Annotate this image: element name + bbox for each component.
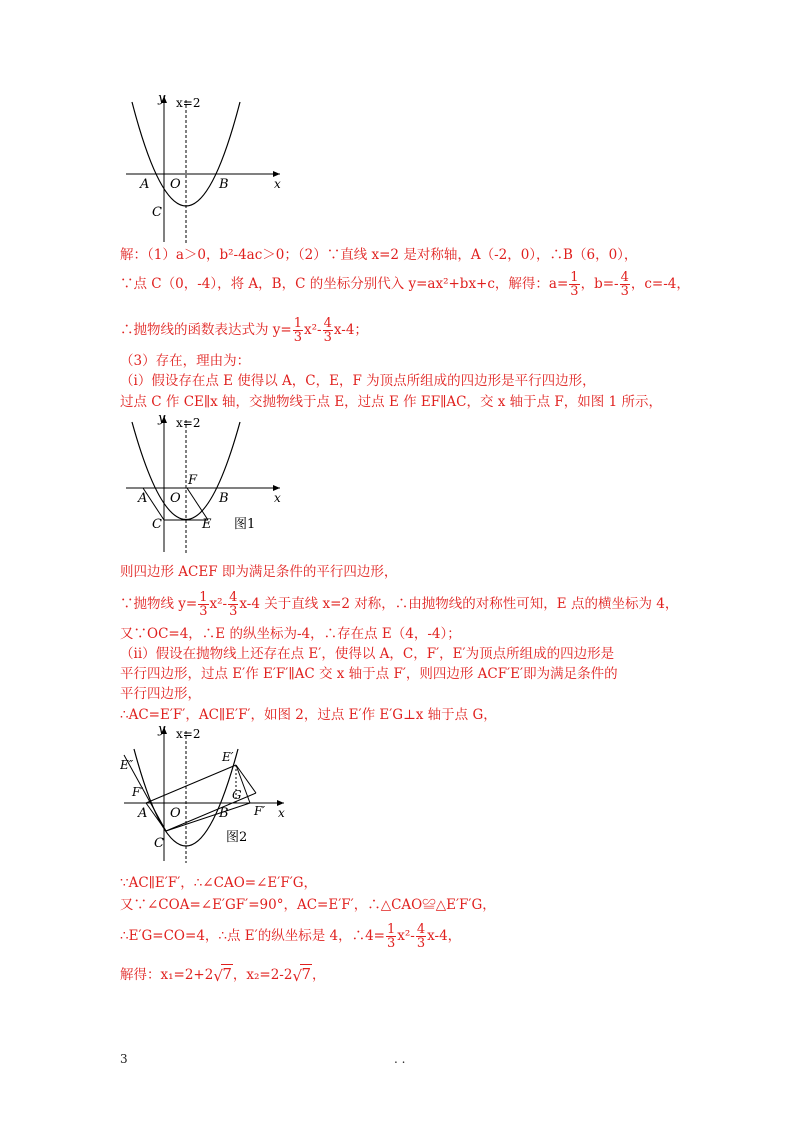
solution-line-9: 又∵OC=4，∴E 的纵坐标为-4，∴存在点 E（4，-4）； (120, 626, 461, 642)
y-axis-label: y (158, 92, 166, 106)
fraction-a: $\frac{1}{3}$ (199, 590, 208, 619)
point-b-label: B (219, 806, 229, 821)
sqrt-7: √ 7 (213, 965, 232, 985)
point-g-label: G (232, 788, 242, 802)
point-c-label: C (154, 836, 164, 851)
point-a-label: A (140, 177, 150, 192)
point-a-label: A (138, 806, 148, 821)
solution-line-11: 平行四边形，过点 E′作 E′F′∥AC 交 x 轴于点 F′，则四边形 ACF′E′即为满足条件的 (120, 666, 618, 682)
axis-line-label: x=2 (176, 96, 201, 110)
point-f-label: F (188, 473, 198, 488)
point-b-label: B (219, 491, 229, 506)
solution-line-13: ∴AC=E′F′，AC∥E′F′，如图 2，过点 E′作 E′G⊥x 轴于点 G， (120, 707, 497, 723)
point-b-label: B (219, 177, 229, 192)
fraction-a: $\frac{1}{3}$ (293, 316, 303, 345)
solution-line-5: （i）假设存在点 E 使得以 A，C，E，F 为顶点所组成的四边形是平行四边形， (120, 373, 596, 389)
point-f-prime-right-label: F′ (254, 804, 266, 818)
fraction-a: $\frac{1}{3}$ (570, 270, 579, 299)
point-f-prime-left-label: F′ (132, 785, 144, 799)
solution-line-3: ∴抛物线的函数表达式为 y= $\frac{1}{3}$ x²- $\frac{4}{3}$ x-4； (120, 316, 368, 345)
y-axis-label: y (158, 723, 166, 737)
fraction-b: $\frac{4}{3}$ (323, 316, 332, 345)
figure-2-caption: 图2 (226, 830, 248, 845)
fraction-b: $\frac{4}{3}$ (416, 922, 426, 951)
point-o-label: O (170, 491, 181, 506)
solution-line-6: 过点 C 作 CE∥x 轴，交抛物线于点 E，过点 E 作 EF∥AC，交 x 轴于点 F，如图 1 所示， (120, 394, 662, 410)
fraction-b: $\frac{4}{3}$ (620, 270, 629, 299)
x-axis-label: x (278, 806, 285, 820)
parabola-figure-1 (120, 412, 290, 554)
figure-1-caption: 图1 (234, 517, 256, 532)
solution-line-1: 解：（1）a＞0，b²-4ac＞0；（2）∵直线 x=2 是对称轴，A（-2，0），∴B（6，0）， (120, 247, 638, 263)
axis-line-label: x=2 (176, 416, 201, 430)
point-c-label: C (152, 517, 162, 532)
solution-line-10: （ii）假设在抛物线上还存在点 E′，使得以 A，C，F′，E′为顶点所组成的四边形是 (120, 646, 615, 662)
solution-line-7: 则四边形 ACEF 即为满足条件的平行四边形， (120, 564, 398, 580)
y-axis-label: y (158, 412, 166, 426)
x-axis-label: x (274, 491, 281, 505)
sqrt-7: √ 7 (292, 965, 311, 985)
x-axis-label: x (274, 177, 281, 191)
solution-line-12: 平行四边形， (120, 686, 201, 702)
point-c-label: C (152, 205, 162, 220)
solution-line-17: 解得：x₁=2+2 √ 7，x₂=2-2 √ 7， (120, 965, 326, 985)
point-e-double-prime-label: E″ (120, 758, 134, 772)
fraction-a: $\frac{1}{3}$ (386, 922, 396, 951)
footer-dots: . . (394, 1052, 406, 1066)
fraction-b: $\frac{4}{3}$ (229, 590, 238, 619)
point-e-prime-label: E′ (222, 750, 234, 764)
solution-line-15: 又∵∠COA=∠E′GF′=90°，AC=E′F′，∴△CAO≌△E′F′G， (120, 897, 496, 913)
page-number: 3 (120, 1052, 128, 1066)
axis-line-label: x=2 (176, 727, 201, 741)
solution-line-8: ∵抛物线 y= $\frac{1}{3}$ x²- $\frac{4}{3}$ x-4 关于直线 x=2 对称，∴由抛物线的对称性可知，E 点的横坐标为 4， (120, 590, 679, 619)
solution-line-4: （3）存在，理由为： (120, 353, 251, 369)
solution-line-14: ∵AC∥E′F′，∴∠CAO=∠E′F′G， (120, 875, 318, 891)
point-o-label: O (170, 806, 181, 821)
solution-line-2: ∵点 C（0，-4），将 A，B，C 的坐标分别代入 y=ax²+bx+c，解得：a= $\frac{1}{3}$ ，b=- $\frac{4}{3}$ ，c=-4， (120, 270, 690, 299)
parabola-figure-top (120, 92, 290, 244)
point-a-label: A (138, 491, 148, 506)
point-e-label: E (202, 517, 212, 532)
solution-line-16: ∴E′G=CO=4，∴点 E′的纵坐标是 4，∴4= $\frac{1}{3}$ x²- $\frac{4}{3}$ x-4， (120, 922, 462, 951)
parabola-figure-2 (120, 723, 300, 863)
point-o-label: O (170, 177, 181, 192)
